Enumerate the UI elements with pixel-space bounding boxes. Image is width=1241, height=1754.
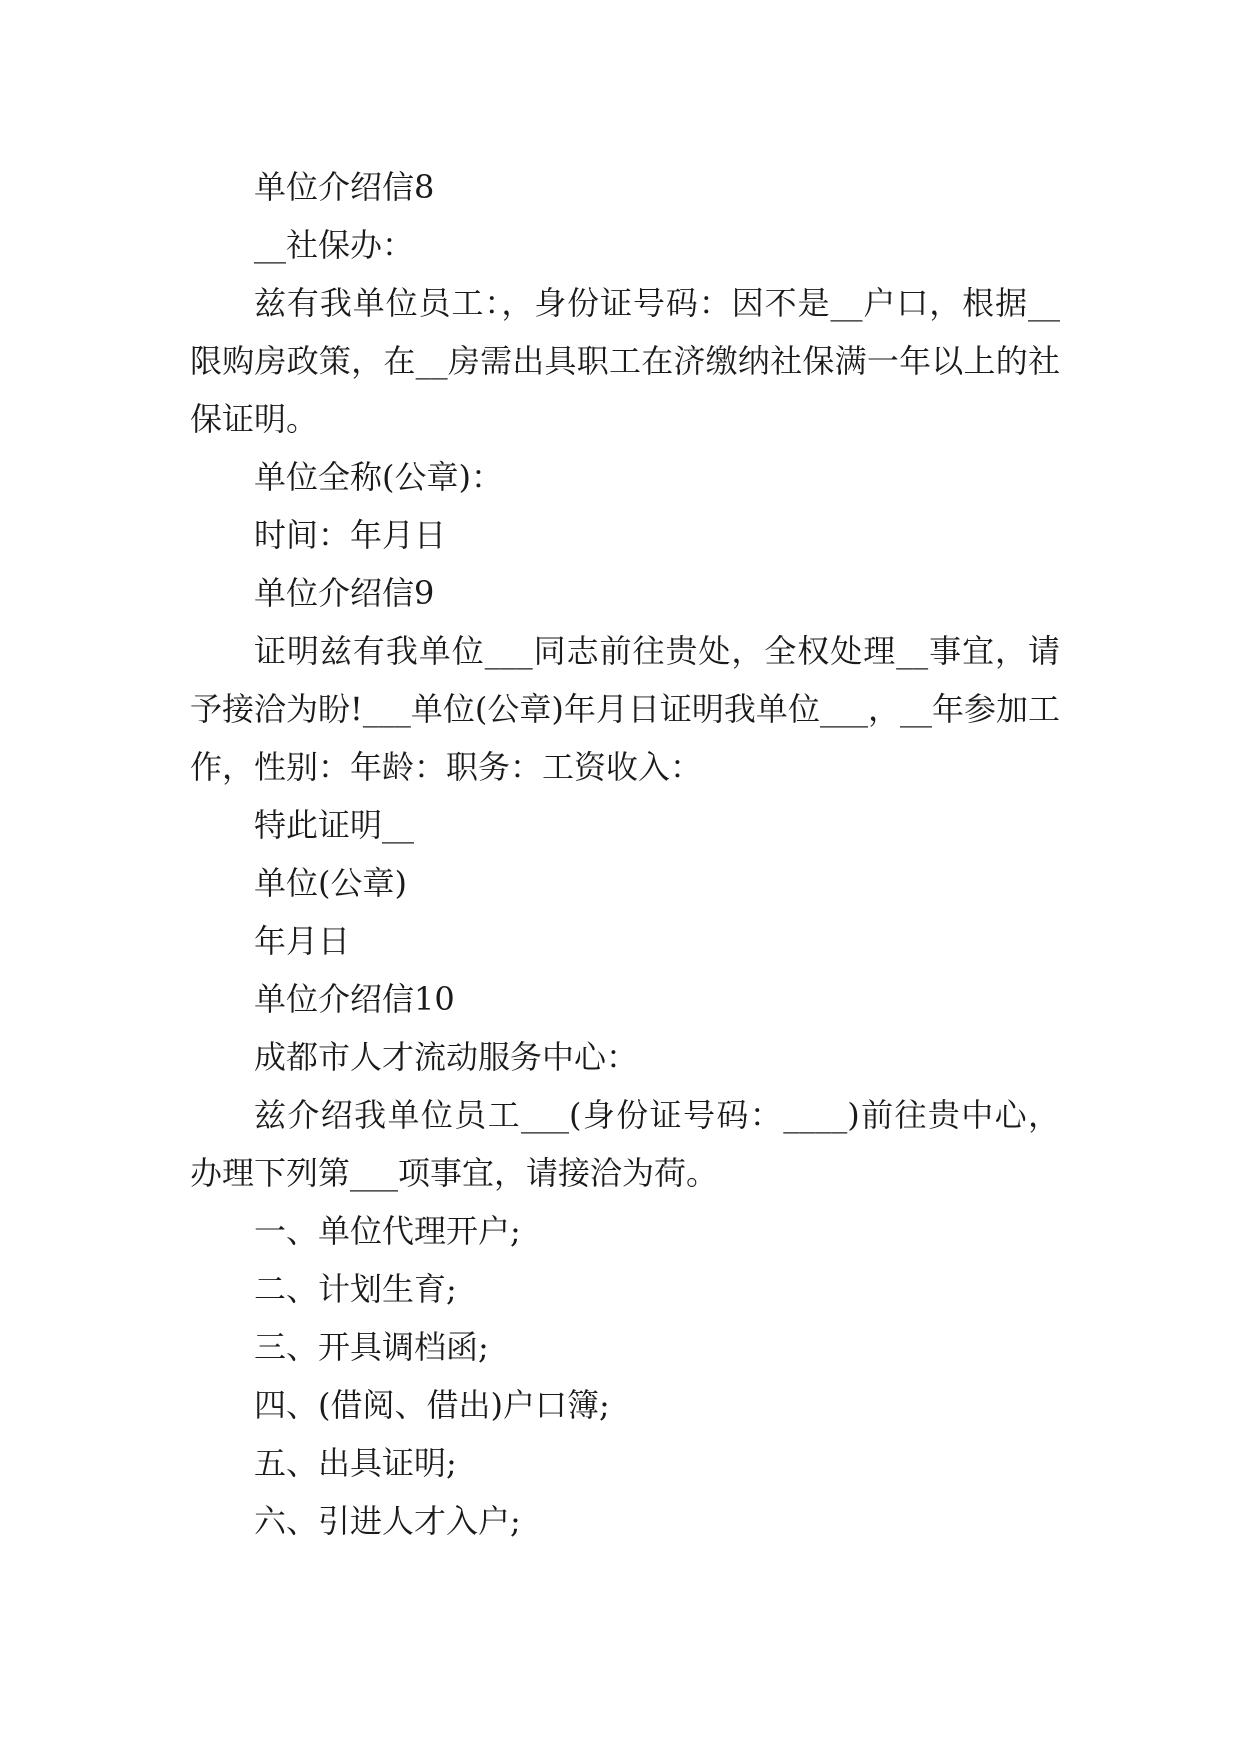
heading-letter-9: 单位介绍信9 [254,574,435,612]
list-item: 四、(借阅、借出)户口簿; [254,1386,610,1424]
list-item: 五、出具证明; [254,1444,457,1482]
signature-line: 单位全称(公章)： [254,458,503,496]
heading-letter-8: 单位介绍信8 [254,168,435,206]
heading-letter-10: 单位介绍信10 [254,980,455,1018]
list-item: 二、计划生育; [254,1270,457,1308]
recipient-line: __社保办： [254,226,415,264]
list-item: 六、引进人才入户; [254,1502,521,1540]
signature-line: 单位(公章) [254,864,407,902]
list-item: 一、单位代理开户; [254,1212,521,1250]
date-line: 时间：年月日 [254,516,447,554]
date-line: 年月日 [254,922,351,960]
document-body [190,158,1060,1550]
body-paragraph: 兹介绍我单位员工___(身份证号码：____)前往贵中心，办理下列第___项事宜，请接洽为荷。 [190,1096,1060,1192]
body-paragraph: 兹有我单位员工：，身份证号码：因不是__户口，根据__限购房政策，在__房需出具职工在济缴纳社保满一年以上的社保证明。 [190,284,1060,438]
body-paragraph: 证明兹有我单位___同志前往贵处，全权处理__事宜，请予接洽为盼!___单位(公章)年月日证明我单位___，__年参加工作，性别：年龄：职务：工资收入： [190,632,1060,786]
closing-line: 特此证明__ [254,806,415,844]
recipient-line: 成都市人才流动服务中心： [254,1038,639,1076]
list-item: 三、开具调档函; [254,1328,489,1366]
